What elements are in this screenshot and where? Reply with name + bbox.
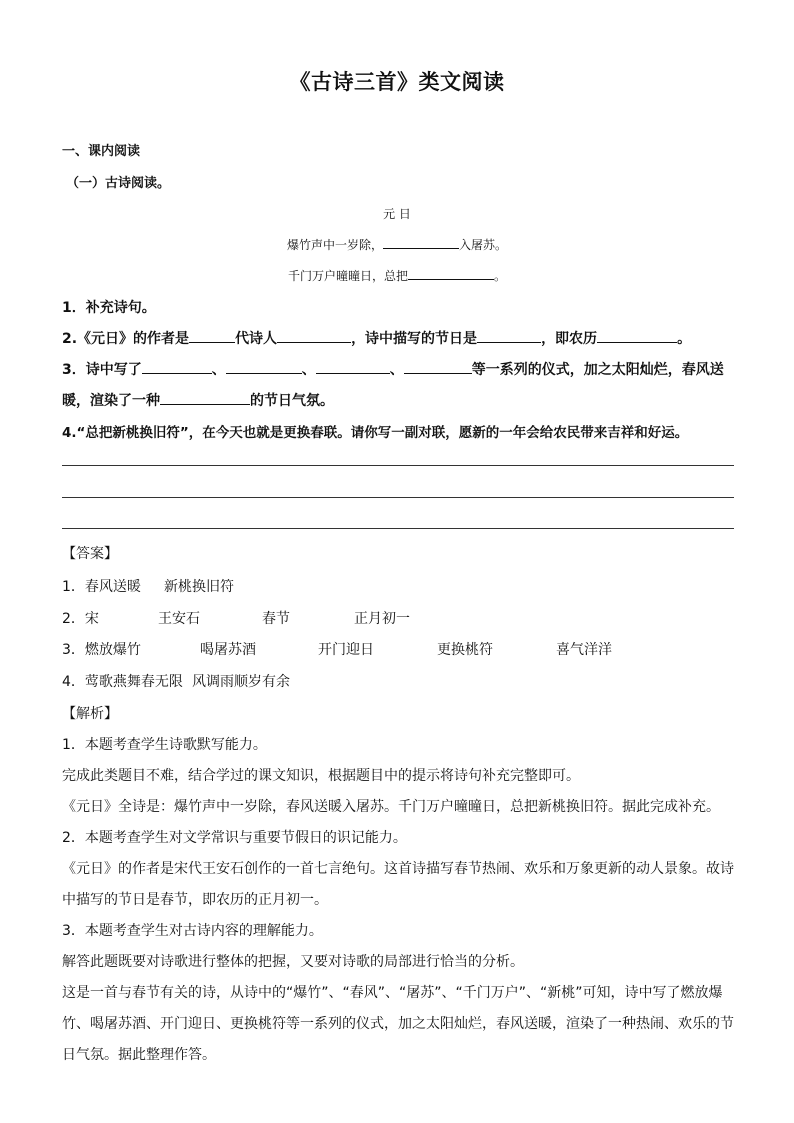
answer-cell: 2．宋	[62, 611, 99, 627]
question-2-text-a: 2.《元日》的作者是	[62, 331, 190, 347]
blank-field[interactable]	[477, 329, 541, 343]
blank-field[interactable]	[226, 360, 302, 374]
question-2-text-d: ，即农历	[541, 331, 598, 347]
question-1: 1．补充诗句。	[62, 300, 156, 316]
answer-cell: 4．莺歌燕舞春无限	[62, 674, 183, 690]
question-3-text-d: 的节日气氛。	[250, 393, 334, 409]
question-3-text-b: 等一系列的仪式，加之太阳灿烂，春风送	[471, 362, 724, 378]
answer-heading: 【答案】	[62, 546, 118, 562]
question-4: 4.“总把新桃换旧符”，在今天也就是更换春联。请你写一副对联，愿新的一年会给农民带来吉祥和好运。	[62, 425, 689, 441]
poem-line-1-start: 爆竹声中一岁除，	[286, 238, 383, 252]
blank-field[interactable]	[142, 360, 212, 374]
answer-cell: 3．燃放爆竹	[62, 642, 141, 658]
question-3-text-a: 3．诗中写了	[62, 362, 142, 378]
analysis-line: 3．本题考查学生对古诗内容的理解能力。	[62, 923, 323, 939]
analysis-line: 中描写的节日是春节，即农历的正月初一。	[62, 892, 328, 908]
answer-line[interactable]	[62, 497, 734, 498]
subsection-heading: （一）古诗阅读。	[66, 176, 171, 191]
answer-line[interactable]	[62, 528, 734, 529]
analysis-line: 1．本题考查学生诗歌默写能力。	[62, 737, 267, 753]
poem-line-2	[0, 266, 794, 284]
question-3-cont	[62, 390, 334, 410]
answer-cell: 更换桃符	[437, 642, 493, 658]
blank-field[interactable]	[160, 391, 250, 405]
blank-field[interactable]	[597, 329, 677, 343]
answer-cell: 喜气洋洋	[556, 642, 612, 658]
answer-cell: 开门迎日	[318, 642, 374, 658]
poem-line-2-end: 。	[494, 269, 507, 283]
question-3	[62, 359, 724, 379]
answer-cell: 风调雨顺岁有余	[192, 674, 290, 690]
answer-line[interactable]	[62, 465, 734, 466]
blank-field[interactable]	[404, 360, 472, 374]
question-2	[62, 328, 691, 348]
analysis-line: 这是一首与春节有关的诗，从诗中的“爆竹”、“春风”、“屠苏”、“千门万户”、“新桃”可知，诗中写了燃放爆	[62, 985, 723, 1001]
analysis-heading: 【解析】	[62, 706, 118, 722]
answer-cell: 1．春风送暖	[62, 579, 141, 595]
analysis-line: 《元日》全诗是：爆竹声中一岁除，春风送暖入屠苏。千门万户曈曈日，总把新桃换旧符。据此完成补充。	[62, 799, 720, 815]
poem-title: 元 日	[383, 207, 411, 221]
analysis-line: 2．本题考查学生对文学常识与重要节假日的识记能力。	[62, 830, 407, 846]
question-2-text-c: ，诗中描写的节日是	[351, 331, 478, 347]
answer-cell: 喝屠苏酒	[200, 642, 256, 658]
question-3-text-c: 暖，渲染了一种	[62, 393, 160, 409]
poem-line-1-end: 入屠苏。	[459, 238, 508, 252]
poem-line-1	[0, 235, 794, 253]
poem-line-2-start: 千门万户曈曈日，总把	[287, 269, 408, 283]
blank-field[interactable]	[277, 329, 351, 343]
blank-field[interactable]	[383, 235, 459, 249]
question-3-sep: 、	[301, 362, 316, 378]
analysis-line: 《元日》的作者是宋代王安石创作的一首七言绝句。这首诗描写春节热闹、欢乐和万象更新的动人景象。故诗	[62, 861, 734, 877]
page-title: 《古诗三首》类文阅读	[289, 70, 505, 94]
answer-cell: 正月初一	[354, 611, 410, 627]
question-2-text-e: 。	[677, 331, 692, 347]
blank-field[interactable]	[408, 266, 494, 280]
answer-cell: 王安石	[158, 611, 200, 627]
question-2-text-b: 代诗人	[235, 331, 278, 347]
answer-cell: 春节	[262, 611, 290, 627]
answer-cell: 新桃换旧符	[164, 579, 234, 595]
analysis-line: 解答此题既要对诗歌进行整体的把握，又要对诗歌的局部进行恰当的分析。	[62, 954, 524, 970]
question-3-sep: 、	[211, 362, 226, 378]
section-heading: 一、课内阅读	[62, 144, 141, 159]
question-3-sep: 、	[389, 362, 404, 378]
analysis-line: 日气氛。据此整理作答。	[62, 1047, 216, 1063]
analysis-line: 竹、喝屠苏酒、开门迎日、更换桃符等一系列的仪式，加之太阳灿烂，春风送暖，渲染了一种热闹、欢乐的节	[62, 1016, 734, 1032]
blank-field[interactable]	[189, 329, 235, 343]
analysis-line: 完成此类题目不难，结合学过的课文知识，根据题目中的提示将诗句补充完整即可。	[62, 768, 580, 784]
blank-field[interactable]	[316, 360, 390, 374]
